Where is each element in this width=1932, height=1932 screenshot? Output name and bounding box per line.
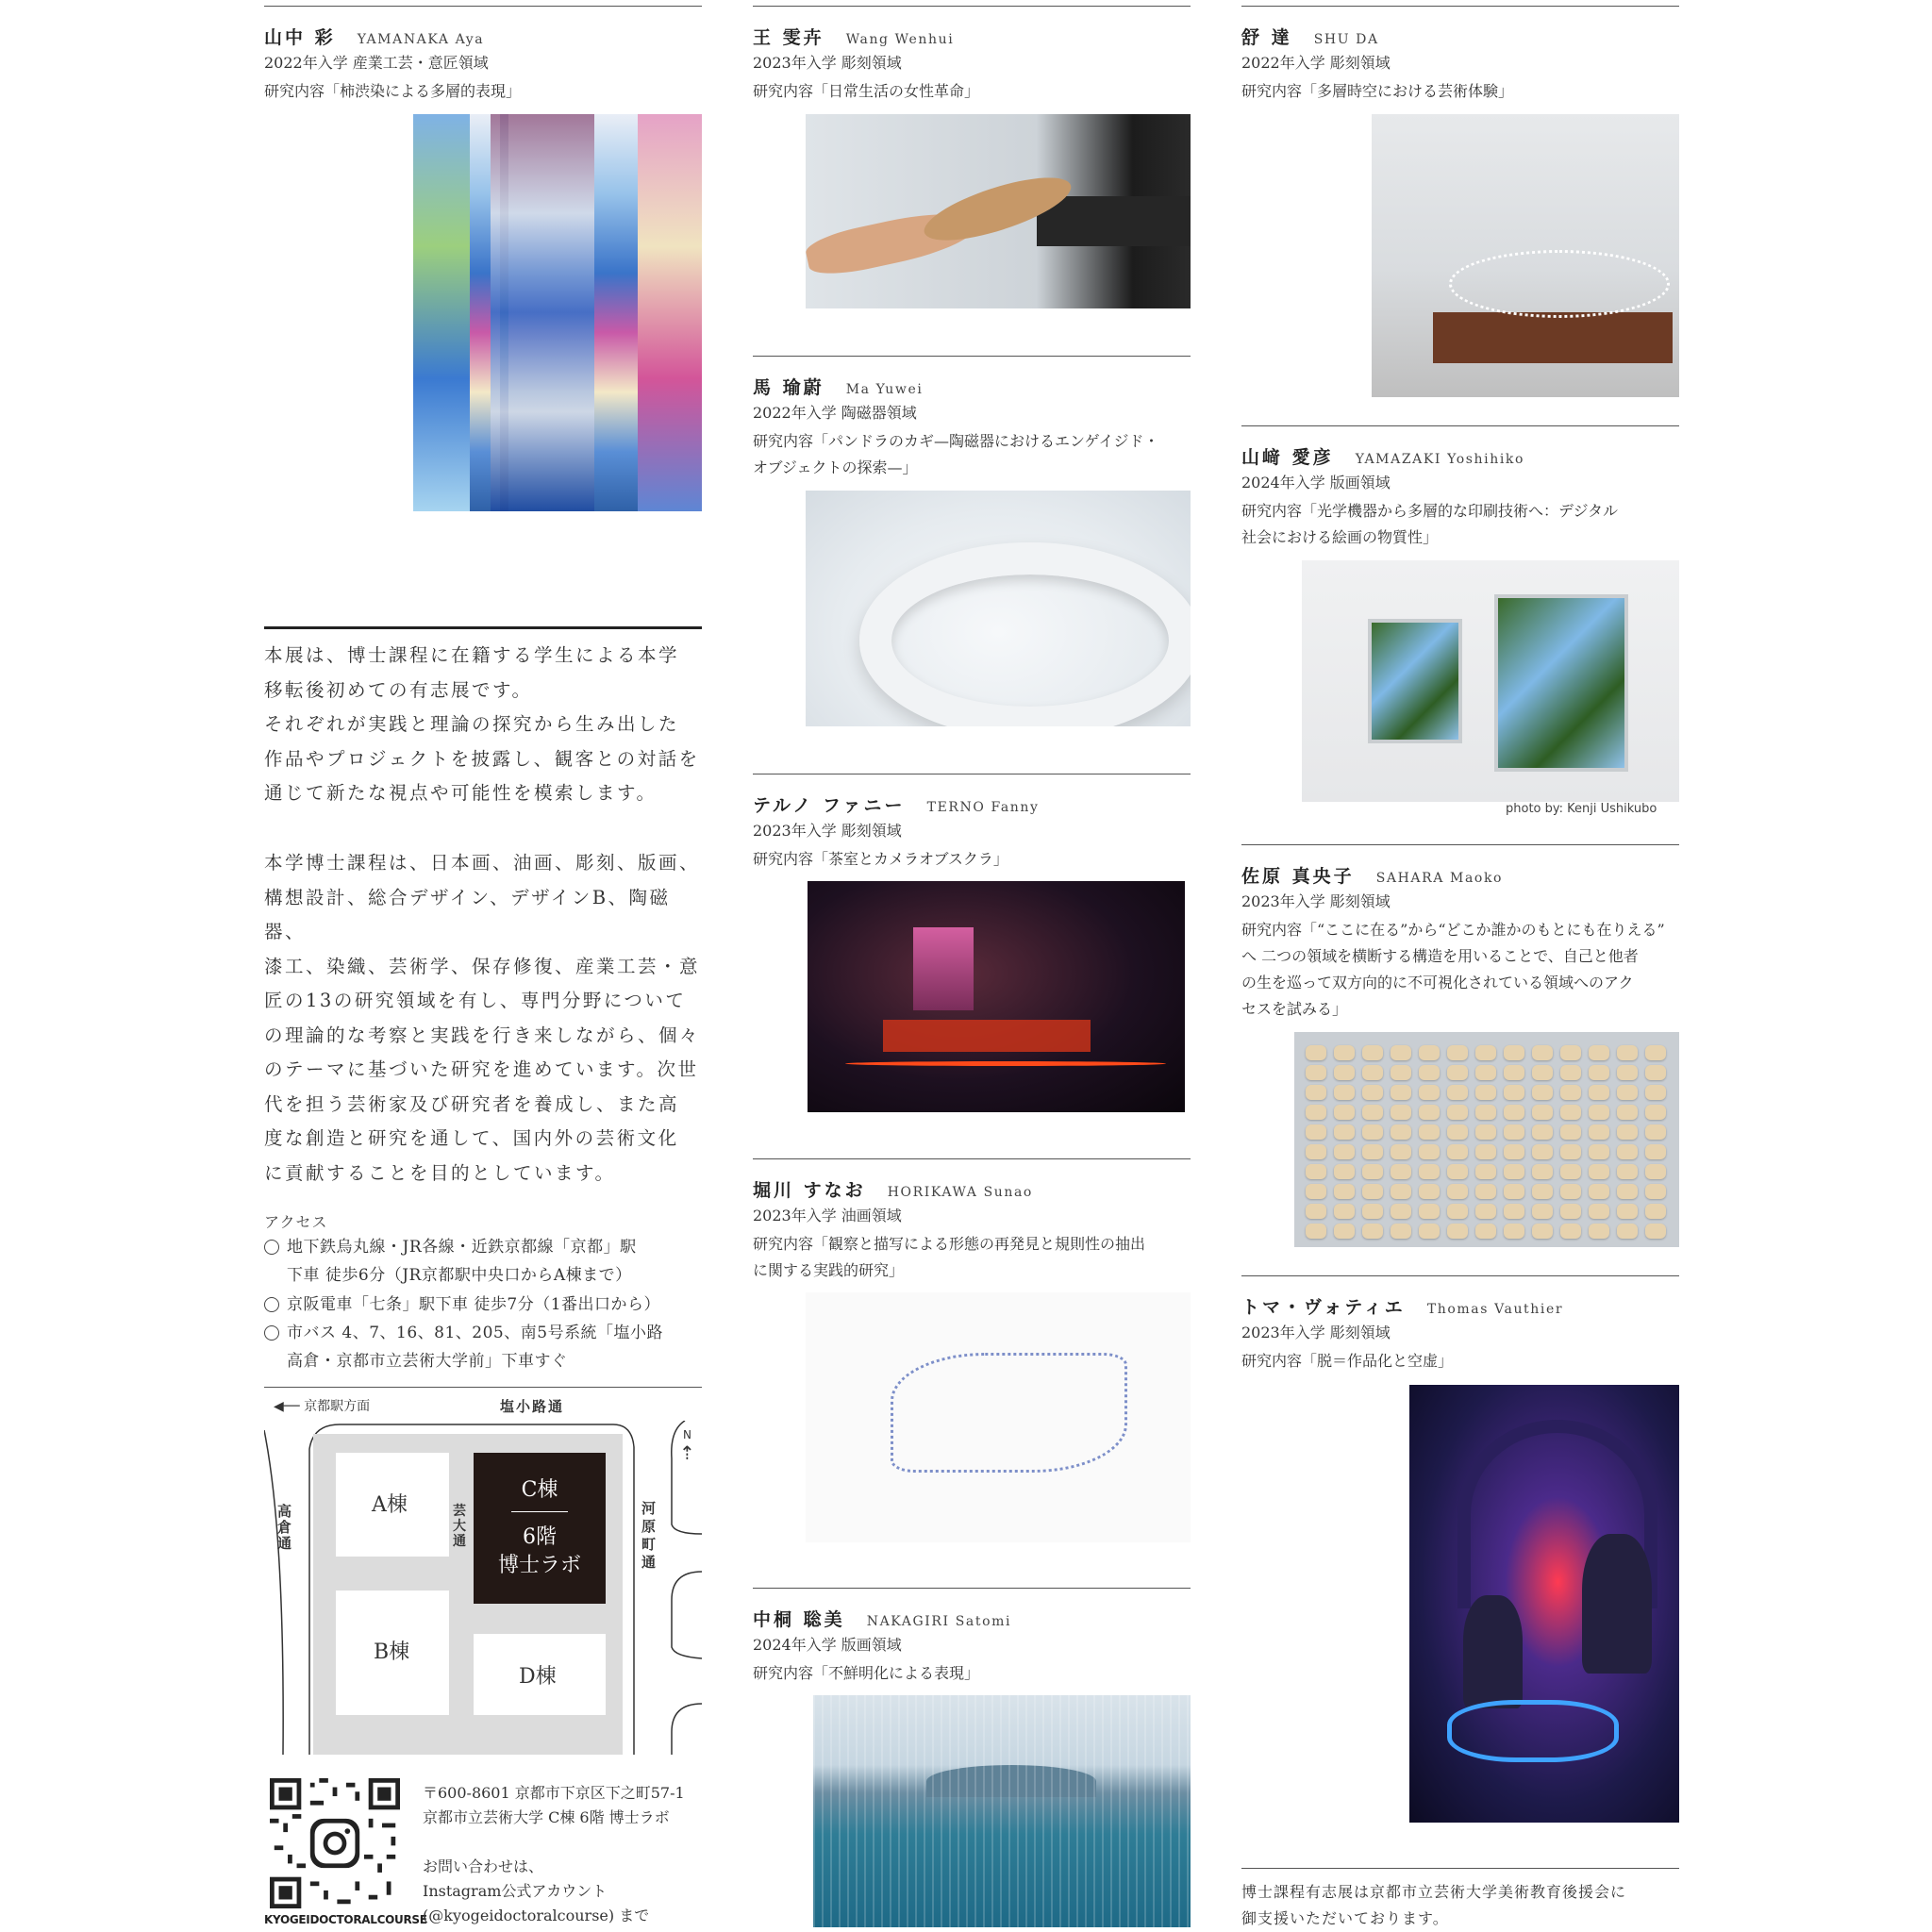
instagram-handle-link[interactable]: (@kyogeidoctoralcourse) まで (423, 1907, 650, 1924)
artwork-photo-grid (1294, 1032, 1679, 1247)
research-topic: 研究内容「柿渋染による多層的表現」 (264, 82, 522, 100)
artist-name-jp: 山﨑 愛彦 (1241, 447, 1334, 468)
divider (1241, 1868, 1679, 1869)
divider (1241, 425, 1679, 426)
road-middle: 芸大通 (453, 1504, 466, 1549)
research-topic: 研究内容「観察と描写による形態の再発見と規則性の抽出 に関する実践的研究」 (753, 1235, 1146, 1279)
qr-caption: KYOGEIDOCTORALCOURSE (264, 1913, 427, 1926)
building-b: B棟 (336, 1591, 449, 1715)
direction-label: ◀── 京都駅方面 (274, 1399, 371, 1414)
bullet-circle-icon (264, 1325, 279, 1341)
artist-entry-yamazaki (1241, 425, 1679, 551)
arrow-left-icon: ◀── (274, 1399, 300, 1414)
building-a: A棟 (336, 1453, 449, 1557)
artwork-photo-performance (1409, 1385, 1679, 1823)
enrollment: 2023年入学 彫刻領域 (753, 822, 902, 840)
artwork-photo-sculpture (1372, 114, 1679, 397)
inquiry: お問い合わせは、 Instagram公式アカウント (@kyogeidoctoralcourse) まで (423, 1855, 649, 1928)
divider (264, 626, 702, 629)
enrollment: 2023年入学 彫刻領域 (1241, 1324, 1391, 1341)
access-item-bus: 市バス 4、7、16、81、205、南5号系統「塩小路 高倉・京都市立芸術大学前」下車すぐ (264, 1319, 730, 1375)
artist-name-jp: 舒 達 (1241, 27, 1292, 48)
artist-entry-shu (1241, 6, 1679, 105)
research-topic: 研究内容「多層時空における芸術体験」 (1241, 82, 1514, 100)
north-arrow-icon: ⇡ (679, 1441, 695, 1464)
artist-name-jp: 堀川 すなお (753, 1180, 866, 1201)
artist-name-jp: トマ・ヴォティエ (1241, 1297, 1406, 1318)
artist-name-en: NAKAGIRI Satomi (866, 1614, 1012, 1629)
enrollment: 2023年入学 彫刻領域 (1241, 892, 1391, 910)
artist-name-en: HORIKAWA Sunao (887, 1185, 1033, 1200)
sponsor-note: 博士課程有志展は京都市立芸術大学美術教育後援会に 御支援いただいております。 (1241, 1883, 1627, 1927)
artwork-photo-hands (806, 114, 1191, 308)
campus-map (264, 1387, 702, 1755)
building-d: D棟 (474, 1634, 606, 1715)
artist-name-en: Thomas Vauthier (1426, 1302, 1564, 1317)
research-topic: 研究内容「パンドラのカギ—陶磁器におけるエンゲイジド・ オブジェクトの探索—」 (753, 432, 1159, 476)
enrollment: 2023年入学 油画領域 (753, 1207, 902, 1224)
photo-credit: photo by: Kenji Ushikubo (1506, 802, 1657, 816)
access-item-keihan: 京阪電車「七条」駅下車 徒歩7分（1番出口から） (264, 1291, 730, 1319)
artist-name-jp: テルノ ファニー (753, 795, 906, 816)
instagram-qr-code[interactable] (270, 1778, 400, 1908)
access-title: アクセス (264, 1213, 328, 1231)
artist-entry-yamanaka (264, 6, 702, 105)
artist-entry-ma (753, 356, 1191, 481)
artist-name-jp: 王 雯卉 (753, 27, 824, 48)
artist-name-en: TERNO Fanny (926, 800, 1040, 815)
artist-entry-vauthier (1241, 1275, 1679, 1374)
address: 〒600-8601 京都市下京区下之町57-1 京都市立芸術大学 C棟 6階 博士ラボ (423, 1784, 685, 1826)
artist-name-en: YAMAZAKI Yoshihiko (1355, 452, 1525, 467)
intro-paragraph-1: 本展は、博士課程に在籍する学生による本学 移転後初めての有志展です。 それぞれが実践と理論の探究から生み出した 作品やプロジェクトを披露し、観客との対話を 通じて新たな視点や可能性を模索します。 (264, 644, 700, 804)
artwork-photo-textile (413, 114, 702, 511)
divider (753, 1588, 1191, 1589)
artist-name-en: SHU DA (1313, 32, 1379, 47)
artist-name-en: YAMANAKA Aya (357, 32, 485, 47)
research-topic: 研究内容「日常生活の女性革命」 (753, 82, 980, 100)
artwork-photo-ceramic (806, 491, 1191, 726)
divider (264, 6, 702, 7)
divider (1241, 844, 1679, 845)
intro-paragraph-2: 本学博士課程は、日本画、油画、彫刻、版画、 構想設計、総合デザイン、デザインB、陶磁器、 漆工、染織、芸術学、保存修復、産業工芸・意 匠の13の研究領域を有し、専門分野について の理論的な考察と実践を行き来しながら、個々 のテーマに基づいた研究を進めています。次世 代を担う芸術家及び研究者を養成し、また高 度な創造と研究を通して、国内外の芸術文化 に貢献することを目的としています。 (264, 852, 701, 1184)
enrollment: 2024年入学 版画領域 (753, 1636, 902, 1654)
enrollment: 2022年入学 産業工芸・意匠領域 (264, 54, 489, 72)
divider (753, 1158, 1191, 1159)
artist-name-en: Ma Yuwei (845, 382, 924, 397)
artwork-photo-drawing (806, 1292, 1191, 1542)
building-c-lab: C棟 6階 博士ラボ (474, 1453, 606, 1604)
research-topic: 研究内容「脱＝作品化と空虚」 (1241, 1352, 1454, 1370)
road-west: 高倉通 (277, 1503, 292, 1552)
enrollment: 2024年入学 版画領域 (1241, 474, 1391, 491)
research-topic: 研究内容「“ここに在る”から“どこか誰かのもとにも在りえる” へ 二つの領域を横断する構造を用いることで、自己と他者 の生を巡って双方向的に不可視化されている領域へのアク セスを試みる」 (1241, 921, 1665, 1018)
artist-entry-nakagiri (753, 1588, 1191, 1687)
enrollment: 2022年入学 彫刻領域 (1241, 54, 1391, 72)
artist-entry-terno (753, 774, 1191, 873)
divider (753, 6, 1191, 7)
artwork-photo-prints (1302, 560, 1679, 802)
artwork-photo-print (813, 1695, 1191, 1927)
enrollment: 2022年入学 陶磁器領域 (753, 404, 917, 422)
divider (753, 356, 1191, 357)
enrollment: 2023年入学 彫刻領域 (753, 54, 902, 72)
road-east: 河原町通 (641, 1500, 657, 1571)
research-topic: 研究内容「不鮮明化による表現」 (753, 1664, 980, 1682)
north-label: N (683, 1428, 691, 1441)
artwork-photo-installation (808, 881, 1185, 1112)
artist-name-jp: 中桐 聡美 (753, 1609, 845, 1630)
artist-name-jp: 佐原 真央子 (1241, 866, 1355, 887)
bullet-circle-icon (264, 1297, 279, 1312)
access-item-train: 地下鉄烏丸線・JR各線・近鉄京都線「京都」駅 下車 徒歩6分（JR京都駅中央口からA棟まで） (264, 1233, 730, 1290)
artist-entry-horikawa (753, 1158, 1191, 1284)
bullet-circle-icon (264, 1240, 279, 1255)
artist-name-en: Wang Wenhui (845, 32, 955, 47)
artist-entry-sahara (1241, 844, 1679, 1023)
research-topic: 研究内容「光学機器から多層的な印刷技術へ：デジタル 社会における絵画の物質性」 (1241, 502, 1619, 546)
divider (264, 1387, 702, 1388)
artist-name-jp: 馬 瑜蔚 (753, 377, 824, 398)
artist-entry-wang (753, 6, 1191, 105)
artist-name-jp: 山中 彩 (264, 27, 336, 48)
road-north: 塩小路通 (500, 1398, 565, 1415)
divider (1241, 6, 1679, 7)
research-topic: 研究内容「茶室とカメラオブスクラ」 (753, 850, 1008, 868)
artist-name-en: SAHARA Maoko (1375, 871, 1504, 886)
divider (1241, 1275, 1679, 1276)
